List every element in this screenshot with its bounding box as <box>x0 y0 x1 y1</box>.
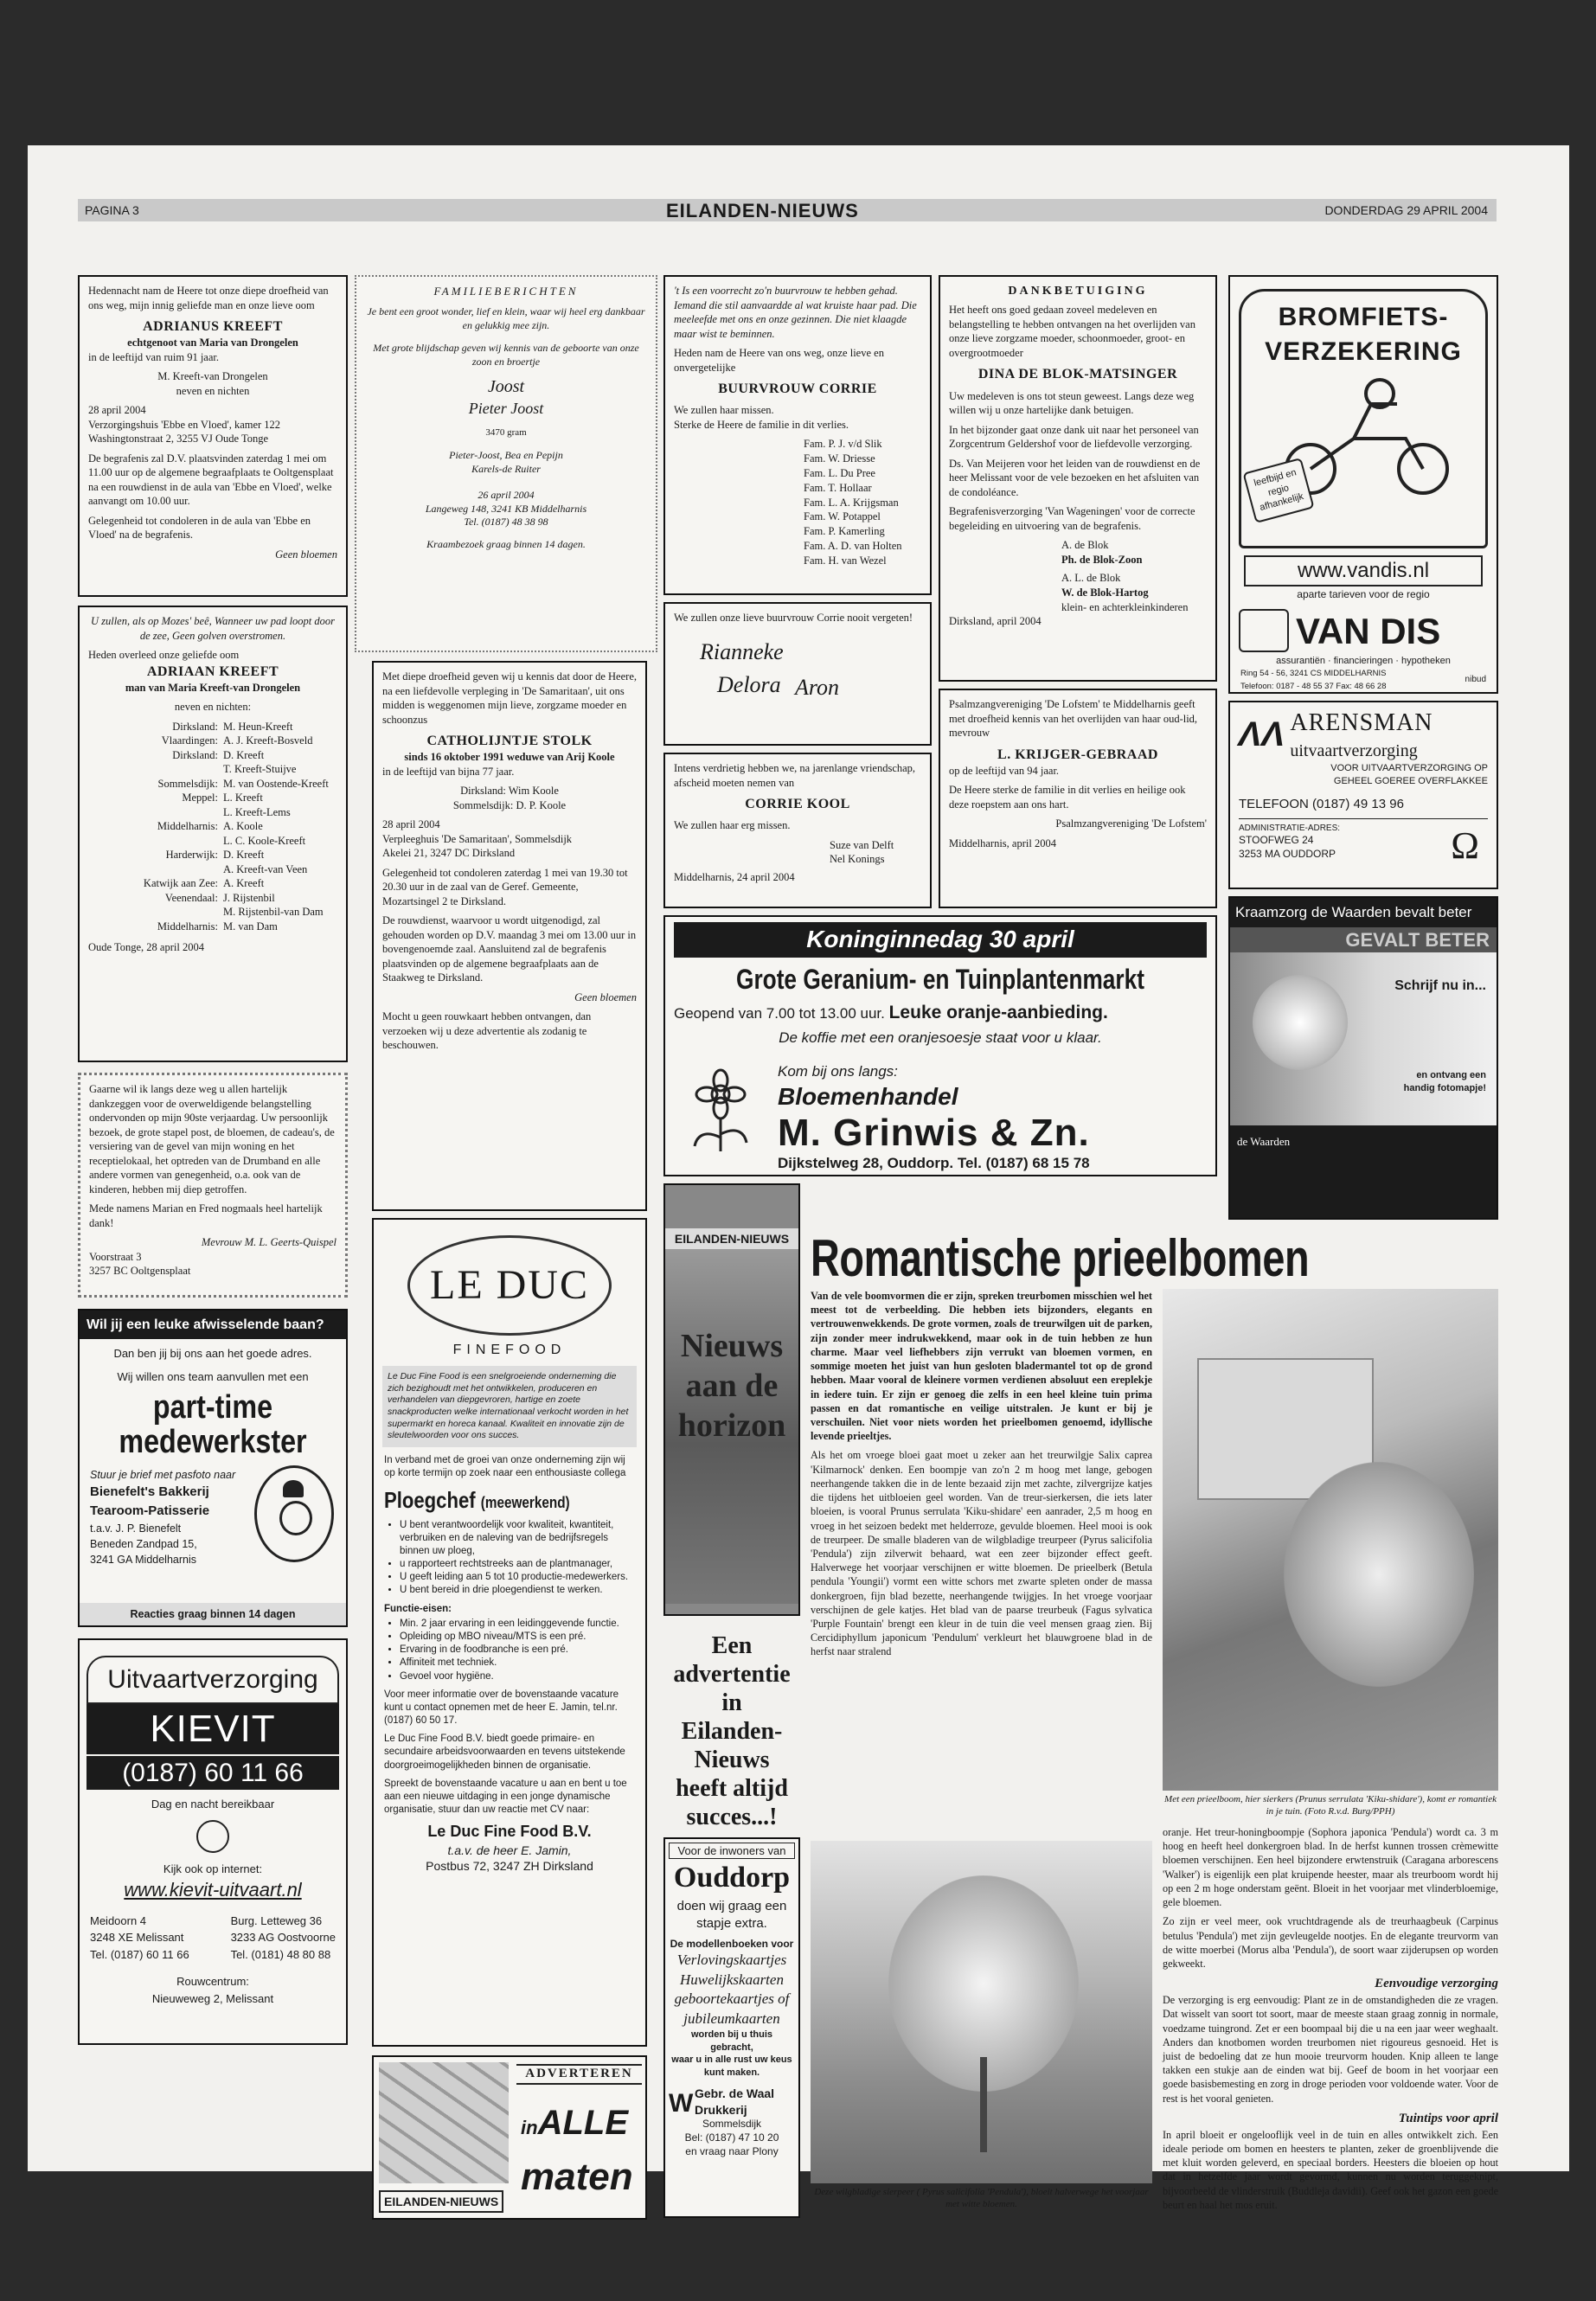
leduc-attn: t.a.v. de heer E. Jamin, <box>447 1843 572 1857</box>
thanks-signature: Mevrouw M. L. Geerts-Quispel <box>201 1236 337 1248</box>
leduc-appeal: Spreekt de bovenstaande vacature u aan en bent u toe aan een nieuwe uitdaging in een jonge dynamische organisatie, stuur dan uw reactie met CV naar: <box>384 1778 627 1816</box>
arensman-line-2: GEHEEL GOEREE OVERFLAKKEE <box>1333 775 1488 786</box>
koningin-coffee: De koffie met een oranjesoesje staat voor u klaar. <box>779 1029 1102 1046</box>
blok-text-2: Uw medeleven is ons tot steun geweest. Langs deze weg willen wij u onze hartelijke dank betuigen. <box>949 389 1195 417</box>
kievit-bird-icon <box>196 1820 229 1853</box>
vandis-ad <box>1228 275 1498 694</box>
kievit-website-link[interactable]: www.kievit-uitvaart.nl <box>124 1878 302 1900</box>
corrie-name: BUURVROUW CORRIE <box>718 381 877 396</box>
signature-rianneke: Rianneke <box>700 638 784 664</box>
obit-service: De rouwdienst, waarvoor u wordt uitgenodigd, zal gehouden worden op D.V. maandag 3 mei om 13.00 uur in bovengenoemde zaal. Aansluitend zal de begrafenis plaatsvinden op de algemene begraafplaats aan de Staakweg te Dirksland. <box>382 914 637 984</box>
vandis-badge: leefbijd en regio afhankelijk <box>1242 458 1314 523</box>
bakery-name-2: Tearoom-Patisserie <box>90 1503 210 1519</box>
leduc-address: Postbus 72, 3247 ZH Dirksland <box>426 1859 593 1874</box>
obit-funeral: De begrafenis zal D.V. plaatsvinden zaterdag 1 mei om 11.00 uur op de algemene begraafplaats te Ooltgensplaat na een rouwdienst in de aula van 'Ebbe en Vloed', welke aanvangt om 10.00 uur. <box>88 452 334 508</box>
birth-visit-note: Kraambezoek graag binnen 14 dagen. <box>426 538 586 551</box>
koningin-title: Koninginnedag 30 april <box>674 922 1207 958</box>
relative-row: L. C. Koole-Kreeft <box>223 834 306 847</box>
baby-image <box>1253 975 1348 1070</box>
obituary-buurvrouw-corrie <box>663 275 932 595</box>
obit-intro: Hedennacht nam de Heere tot onze diepe droefheid van ons weg, mijn innig geliefde man en onze lieve oom <box>88 285 329 311</box>
horizon-line-2: aan de <box>685 1368 779 1405</box>
birth-parents-2: Karels-de Ruiter <box>471 462 541 475</box>
nibud-logo: nibud <box>1465 674 1486 684</box>
obit-intro: Heden overleed onze geliefde oom <box>88 649 240 661</box>
paper-title: EILANDEN-NIEUWS <box>666 200 859 221</box>
corrie-line-1: We zullen haar missen. <box>674 404 774 417</box>
birth-date: 26 april 2004 <box>478 488 535 501</box>
kievit-availability: Dag en nacht bereikbaar <box>151 1798 275 1811</box>
signature-delora: Delora <box>717 671 781 697</box>
birth-weight: 3470 gram <box>485 426 527 438</box>
thanks-address-2: 3257 BC Ooltgensplaat <box>89 1265 191 1277</box>
bakery-line-3: Stuur je brief met pasfoto naar <box>90 1469 236 1482</box>
article-subhead: Eenvoudige verzorging <box>1375 1977 1498 1991</box>
kievit-web-label: Kijk ook op internet: <box>163 1862 263 1876</box>
leduc-info: Voor meer informatie over de bovenstaande vacature kunt u contact opnemen met de heer E. Jamin, tel.nr. (0187) 60 50 17. <box>384 1689 619 1727</box>
article-paragraph: De verzorging is erg eenvoudig: Plant ze in de omstandigheden die ze vragen. Dat wisselt van soort tot soort, maar de meeste staan graag zonnig in normale, voedzame tuingrond. Zet er een boompaal bij die u na een jaar weer weghaalt. Anders dan knotbomen worden treurbomen niet rigoureus gesnoeid. Het is juist de bedoeling dat ze hun mooie treurvorm houden. Knip alleen te lange takken een stukje aan de einden wat bij. Geef de boom in het voorjaar een goede basisbemesting en zorg in droge perioden voor voldoende water. Voor de rest is het vooral genieten. <box>1163 1994 1498 2105</box>
blok-head: DANKBETUIGING <box>1008 285 1148 298</box>
obit-condolences: Gelegenheid tot condoleren in de aula van 'Ebbe en Vloed' na de begrafenis. <box>88 514 311 542</box>
birth-poem: Je bent een groot wonder, lief en klein, waar wij heel erg dankbaar en gelukkig mee zijn. <box>367 305 645 331</box>
koningin-opening: Geopend van 7.00 tot 13.00 uur. <box>674 1005 885 1022</box>
kievit-phone: (0187) 60 11 66 <box>87 1756 339 1791</box>
vandis-title-2: VERZEKERING <box>1265 336 1462 366</box>
kraamzorg-ad: Kraamzorg de Waarden bevalt beter GEVALT BETER Schrijf nu in... en ontvang een handig fotomapje! de Waarden <box>1228 896 1498 1220</box>
obit-footer: Oude Tonge, 28 april 2004 <box>88 941 204 954</box>
signature-aron: Aron <box>795 675 840 700</box>
thanks-address-1: Voorstraat 3 <box>89 1250 142 1263</box>
vandis-name: VAN DIS <box>1296 610 1441 651</box>
kievit-name: KIEVIT <box>87 1704 339 1754</box>
bakery-address-1: Beneden Zandpad 15, <box>90 1537 197 1550</box>
obit-name: ADRIAAN KREEFT <box>146 663 279 679</box>
kraam-logo: de Waarden <box>1237 1135 1291 1149</box>
leduc-requirements-head: Functie-eisen: <box>384 1603 452 1614</box>
birth-name: Joost <box>487 377 525 397</box>
obit-widow: sinds 16 oktober 1991 weduwe van Arij Koole <box>404 751 615 764</box>
birth-full-name: Pieter Joost <box>468 399 544 417</box>
article-col-2 <box>1163 1825 1498 2217</box>
relative-row: Middelharnis: M. van Dam <box>157 920 278 933</box>
article-title: Romantische prieelbomen <box>811 1229 1310 1287</box>
relative-row: Harderwijk: D. Kreeft <box>165 849 265 862</box>
page-header <box>78 199 1497 221</box>
article-paragraph: In april bloeit er ongelooflijk veel in de tuin en alles ontwikkelt zich. Een ideale periode om bomen en heesters te planten, zeker de groenblijvende die met kluit worden geleverd, en speciaal borders. Heesters die bloeien op hout dat in hetzelfde jaar wordt gevormd, kunnen nu worden teruggeknipt, bijvoorbeeld de vlinderstruik (Buddleja davidii). Geef ook het gazon een goede beurt en haal het mos eruit. <box>1163 2128 1498 2211</box>
adverteren-ad: ADVERTEREN inALLE maten EILANDEN-NIEUWS <box>372 2055 647 2220</box>
bakery-attn: t.a.v. J. P. Bienefelt <box>90 1522 182 1535</box>
leduc-requirement: • Ervaring in de foodbranche is een pré. <box>400 1644 635 1657</box>
relative-row: A. Kreeft-van Veen <box>223 862 308 875</box>
ruler-image <box>379 2062 509 2183</box>
vandis-phone: Telefoon: 0187 - 48 55 37 Fax: 48 66 28 <box>1240 681 1387 691</box>
arensman-phone: TELEFOON (0187) 49 13 96 <box>1239 797 1404 812</box>
obit-condolences: Gelegenheid tot condoleren zaterdag 1 mei van 19.30 tot 20.30 uur in de zaal van de Geref. Gemeente, Mozartsingel 2 te Dirksland. <box>382 866 628 907</box>
blok-name: DINA DE BLOK-MATSINGER <box>977 367 1178 382</box>
obit-signer-2: neven en nichten <box>176 384 250 397</box>
horizon-ad <box>663 1183 800 1616</box>
dankbetuiging-de-blok: DANKBETUIGING Het heeft ons goed gedaan zoveel medeleven en belangstelling te hebben ontvangen na het overlijden van onze lieve zorgzame moeder, schoonmoeder, groot- en overgrootmoeder DINA DE BLOK-MATSINGER Uw medeleven is ons tot steun geweest. Langs deze weg willen wij u onze hartelijke dank betuigen. In het bijzonder gaat onze dank uit naar het personeel van Zorgcentrum Geldershof voor de liefdevolle verzorging. Ds. Van Meijeren voor het leiden van de rouwdienst en de heer Melissant voor de vele bezoeken en het afsluiten van de condoléance. Begrafenisverzorging 'Van Wageningen' voor de correcte begeleiding en uitvoering van de begrafenis. A. de Blok Ph. de Blok-Zoon A. L. de Blok W. de Blok-Hartog klein- en achterkleinkinderen Dirksland, april 2004 <box>939 275 1217 682</box>
vandis-sub: assurantiën · financieringen · hypotheken <box>1276 655 1451 666</box>
article-title-block <box>811 1228 1498 1289</box>
arensman-line-1: VOOR UITVAARTVERZORGING OP <box>1330 763 1488 774</box>
koningin-offer: Leuke oranje-aanbieding. <box>888 1003 1108 1023</box>
lofstem-signature: Psalmzangvereniging 'De Lofstem' <box>1055 817 1207 830</box>
obit-signer: M. Kreeft-van Drongelen <box>157 370 268 383</box>
corrie2-text: We zullen onze lieve buurvrouw Corrie nooit vergeten! <box>674 612 913 624</box>
leduc-requirement: • Affiniteit met techniek. <box>400 1657 635 1670</box>
bakery-name-1: Bienefelt's Bakkerij <box>90 1484 209 1500</box>
leduc-growth: In verband met de groei van onze onderneming zijn wij op korte termijn op zoek naar een enthousiaste collega <box>384 1454 626 1479</box>
leduc-job: Ploegchef <box>384 1487 476 1514</box>
leduc-requirement: • Gevoel voor hygiëne. <box>400 1670 635 1683</box>
koningin-name: M. Grinwis & Zn. <box>778 1112 1090 1155</box>
kool-line: We zullen haar erg missen. <box>674 819 791 832</box>
waal-head-2: Ouddorp <box>673 1862 791 1894</box>
obituary-stolk <box>372 661 647 1211</box>
lofstem-text: Psalmzangvereniging 'De Lofstem' te Middelharnis geeft met droefheid kennis van het overlijden van haar oud-lid, mevrouw <box>949 698 1198 739</box>
newspaper-page <box>28 145 1569 2211</box>
lofstem-name: L. KRIJGER-GEBRAAD <box>997 747 1158 762</box>
obit-signer-2: Sommelsdijk: D. P. Koole <box>452 798 567 811</box>
horizon-line-1: Nieuws <box>680 1328 784 1365</box>
relative-row: Katwijk aan Zee: A. Kreeft <box>143 877 265 890</box>
bakery-headline: Wil jij een leuke afwisselende baan? <box>80 1311 346 1339</box>
leduc-requirement: • Min. 2 jaar ervaring in een leidinggevende functie. <box>400 1618 635 1631</box>
birth-announcement <box>355 275 657 652</box>
issue-date: DONDERDAG 29 APRIL 2004 <box>1324 203 1488 217</box>
page-number: PAGINA 3 <box>85 203 139 217</box>
obit-age: in de leeftijd van ruim 91 jaar. <box>88 350 219 363</box>
kool-intro: Intens verdrietig hebben we, na jarenlange vriendschap, afscheid moeten nemen van <box>674 762 916 789</box>
baker-logo-icon <box>254 1465 334 1562</box>
obit-date: 28 april 2004 <box>382 818 440 831</box>
adverteren-paper: EILANDEN-NIEUWS <box>379 2190 503 2213</box>
willow-pear-photo <box>811 1841 1152 2183</box>
arensman-ad: ΛΛ ARENSMAN uitvaartverzorging VOOR UITVAARTVERZORGING OP GEHEEL GOEREE OVERFLAKKEE TELEFOON (0187) 49 13 96 ADMINISTRATIE-ADRES: STOOFWEG 24 3253 MA OUDDORP Ω <box>1228 701 1498 889</box>
obit-name: ADRIANUS KREEFT <box>143 319 283 334</box>
leduc-job-ad <box>372 1218 647 2047</box>
birth-address: Langeweg 148, 3241 KB Middelharnis <box>425 502 587 515</box>
obit-address-2: Washingtonstraat 2, 3255 VJ Oude Tonge <box>88 433 269 445</box>
article-caption-2: Deze wilgbladige sierpeer ( Pyrus salicifolia 'Pendula'), bloeit halverwege het voorjaar met witte bloemen. <box>814 2187 1149 2209</box>
blok-footer: Dirksland, april 2004 <box>949 615 1042 628</box>
relative-row: M. Rijstenbil-van Dam <box>223 906 324 919</box>
article-photo-1 <box>1163 1289 1498 1817</box>
kievit-ad: Uitvaartverzorging KIEVIT (0187) 60 11 66 Dag en nacht bereikbaar Kijk ook op internet: www.kievit-uitvaart.nl Meidoorn 4 3248 XE Melissant Tel. (0187) 60 11 66 Burg. Letteweg 36 3233 AG Oostvoorne Tel. (0181) 48 80 88 Rouwcentrum: Nieuweweg 2, Melissant <box>78 1638 348 2045</box>
omega-icon: Ω <box>1451 824 1479 868</box>
lofstem-footer: Middelharnis, april 2004 <box>949 836 1056 849</box>
obituary-corrie-children <box>663 602 932 746</box>
relative-row: Dirksland: M. Heun-Kreeft <box>172 720 293 733</box>
obit-place: Verpleeghuis 'De Samaritaan', Sommelsdijk <box>382 832 573 845</box>
leduc-job-sub: (meewerkend) <box>480 1494 570 1512</box>
horizon-paper: EILANDEN-NIEUWS <box>665 1228 798 1249</box>
obit-spouse: echtgenoot van Maria van Drongelen <box>127 336 298 349</box>
obit-relatives-list <box>88 720 337 934</box>
arensman-logo-icon: ΛΛ <box>1234 715 1290 754</box>
bakery-line-2: Wij willen ons team aanvullen met een <box>117 1370 309 1384</box>
relative-row: Middelharnis: A. Koole <box>157 820 263 833</box>
flower-icon <box>677 1068 764 1155</box>
leduc-duty: • U bent verantwoordelijk voor kwaliteit, kwantiteit, verbruiken en de naleving van de bedrijfsregels binnen uw ploeg, <box>400 1519 635 1559</box>
koningin-address: Dijkstelweg 28, Ouddorp. Tel. (0187) 68 15 78 <box>778 1154 1090 1171</box>
obituary-krijger-gebraad <box>939 689 1217 908</box>
bakery-address-2: 3241 GA Middelharnis <box>90 1554 196 1567</box>
relative-row: Dirksland: D. Kreeft <box>172 748 265 761</box>
bakery-job-ad <box>78 1309 348 1627</box>
leduc-subtitle: FINEFOOD <box>452 1343 567 1357</box>
bakery-reply: Reacties graag binnen 14 dagen <box>80 1603 346 1626</box>
article-paragraph: Zo zijn er veel meer, ook vruchtdragende als de treurhaagbeuk (Carpinus betulus 'Pendula') met zijn gevleugelde nootjes. En de elegante treurvorm van de witte moerbei (Morus alba 'Pendula'), de soort waar zijderupsen op worden gekweekt. <box>1163 1915 1498 1970</box>
thanks-text: Gaarne wil ik langs deze weg u allen hartelijk dankzeggen voor de overweldigende belangstelling ondervonden op mijn 90ste verjaardag. Uw persoonlijk bezoek, de grote stapel post, de bloemen, de cadeau's, de versiering van de gevel van mijn woning en het receptielokaal, het optreden van de Drumband en alle andere vormen van genegenheid, o.a. ook van de kinderen, hebben mij diep getroffen. <box>89 1083 335 1195</box>
bakery-line-1: Dan ben jij bij ons aan het goede adres. <box>113 1347 312 1361</box>
thanks-text-2: Mede namens Marian en Fred nogmaals heel hartelijk dank! <box>89 1202 323 1229</box>
obit-quote: U zullen, als op Mozes' beê, Wanneer uw pad loopt door de zee, Geen golven overstromen. <box>90 615 336 642</box>
kievit-title: Uitvaartverzorging <box>87 1656 339 1704</box>
article-photo-2 <box>811 1841 1152 2220</box>
de-waal-ad: Voor de inwoners van Ouddorp doen wij graag een stapje extra. De modellenboeken voor Verlovingskaartjes Huwelijkskaarten geboortekaartjes of jubileumkaarten worden bij u thuis gebracht, waar u in alle rust uw keus kunt maken. W Gebr. de Waal Drukkerij Sommelsdijk Bel: (0187) 47 10 20 en vraag naar Plony <box>663 1837 800 2218</box>
leduc-duty: • U geeft leiding aan 5 tot 10 productie-medewerkers. <box>400 1571 635 1584</box>
waal-logo-icon: W <box>669 2088 694 2118</box>
leduc-logo: LE DUC <box>407 1235 612 1336</box>
leduc-company: Le Duc Fine Food B.V. <box>427 1823 592 1841</box>
birth-parents-1: Pieter-Joost, Bea en Pepijn <box>449 449 563 462</box>
kraam-strip: GEVALT BETER <box>1230 927 1497 952</box>
obituary-adriaan-kreeft <box>78 606 348 1062</box>
obituary-adrianus-kreeft <box>78 275 348 597</box>
relative-row: Vlaardingen: A. J. Kreeft-Bosveld <box>161 734 313 747</box>
obit-address: Akelei 21, 3247 DC Dirksland <box>382 847 516 860</box>
lofstem-text-2: De Heere sterke de familie in dit verlies en heilige ook deze roepstem aan ons hart. <box>949 784 1186 811</box>
obit-signer-1: Dirksland: Wim Koole <box>460 785 559 798</box>
corrie-families: Fam. P. J. v/d Slik Fam. W. Driesse Fam. L. Du Pree Fam. T. Hollaar Fam. L. A. Krijgsman Fam. W. Potappel Fam. P. Kamerling Fam. A. D. van Holten Fam. H. van Wezel <box>804 438 902 567</box>
adverteren-head: ADVERTEREN <box>516 2064 642 2085</box>
relative-row: Sommelsdijk: M. van Oostende-Kreeft <box>157 777 329 790</box>
article-paragraph: Als het om vroege bloei gaat moet u zeker aan het treurwilgje Salix caprea 'Kilmarnock' denken. Een boompje van zo'n 2 m hoog met lange, gebogen neerhangende takken die in de lente bezaaid zijn met zachte, zilvergrijze katjes die tijdens het uitbloeien geel worden. Van de treur-sierkersen, die iets later bloeien, is vooral Prunus serrulata 'Kiku-shidare' een aanrader, 2,5 m hoog en vroeg in het seizoen bedekt met helderroze, gevulde bloemen. Heel mooi is ook de treurpeer. De smalle bladeren van de wilgbladige treurpeer (Pyrus salicifolia 'Pendula') zijn zilverwit behaard, wat een zeer bijzonder effect geeft. Halverwege het voorjaar verschijnen er witte bloemen. De prieelberk (Betula pendula 'Youngii') vormt een witte schors met zwarte spleten onder de massa donkergroen, fijn blad bezette, neerhangende twijgjes. In het vroege voorjaar verschijnen de gele katjes. Het blad van de paarse treurbeuk (Fagus sylvatica 'Purple Fountain' brengt een kleur in de tuin die veel mensen graag zien. Bij Cercidiphyllum japonicum 'Pendulum' verkleurt het blauwgroene blad in de herfst naar stralend <box>811 1449 1152 1658</box>
vandis-tag: aparte tarieven voor de regio <box>1297 587 1430 600</box>
horizon-line-3: horizon <box>677 1407 786 1444</box>
bakery-job-2: medewerkster <box>119 1424 307 1461</box>
obit-intro: Met diepe droefheid geven wij u kennis dat door de Heere, na een liefdevolle verpleging in 'De Samaritaan', uit ons midden is weggenomen mijn lieve, zorgzame moeder en schoonzus <box>382 670 637 726</box>
arensman-name: ARENSMAN <box>1290 709 1433 736</box>
article-paragraph: oranje. Het treur-honingboompje (Sophora japonica 'Pendula') wordt ca. 3 m hoog en heeft heel donkergroen blad. In de herfst kunnen trossen crèmewitte bloemen verschijnen. Een heel bijzondere erwtenstruik (Caragana arborescens 'Walker') is eigenlijk een plat kruipende heester, maar als treurboom wordt hij op een 2 m hoge onderstam geënt. Bloeit in het voorjaar met vlinderbloemige, gele bloemen. <box>1163 1826 1498 1909</box>
arensman-sub: uitvaartverzorging <box>1290 740 1418 760</box>
obit-no-flowers: Geen bloemen <box>574 990 637 1003</box>
advertentie-ad: Een advertentie in Eilanden- Nieuws heeft altijd succes...! <box>673 1632 791 1831</box>
section-familieberichten: FAMILIEBERICHTEN <box>433 285 579 298</box>
blok-text-1: Het heeft ons goed gedaan zoveel medeleven en belangstelling te hebben ontvangen na het overlijden van onze lieve zorgzame moeder, schoonmoeder, groot- en overgrootmoeder <box>949 304 1195 359</box>
kool-name: CORRIE KOOL <box>745 797 850 811</box>
koningin-shop: Bloemenhandel <box>778 1083 958 1111</box>
thanks-geerts <box>78 1073 348 1298</box>
relative-row: Meppel: L. Kreeft <box>182 792 263 804</box>
kraam-title: Kraamzorg de Waarden bevalt beter <box>1230 898 1497 927</box>
vandis-address: Ring 54 - 56, 3241 CS MIDDELHARNIS <box>1240 669 1387 679</box>
birth-intro: Met grote blijdschap geven wij kennis van de geboorte van onze zoon en broertje <box>373 341 639 368</box>
article-col-1 <box>811 1289 1152 1664</box>
obit-spouse: man van Maria Kreeft-van Drongelen <box>125 681 301 694</box>
obit-address-1: Verzorgingshuis 'Ebbe en Vloed', kamer 122 <box>88 418 281 431</box>
obit-name: CATHOLIJNTJE STOLK <box>426 734 593 748</box>
article-lead: Van de vele boomvormen die er zijn, spreken treurbomen misschien wel het meest tot de verbeelding. Die hebben iets bijzonders, elegants en vertrouwenwekkends. De grote vormen, zoals de treurwilgen uit de parken, zijn zonder meer indrukwekkend, maar ook in de tuin hebben ze hun charme. Maar veel liefhebbers zijn verrukt van bloemen vormen, en sommige moeten het juist van hun gesloten bladermantel tot op de grond hebben. Maar vooral de kleinere vormen verdienen absoluut een ereplekje in iedere tuin. Er zijn er genoeg die zelfs in een heel kleine tuin prima passen en dat romantische en veilige uitstralen. Je kunt er bij je verschuilen. Niet voor niets worden het prieelbomen genoemd, idyllische levende prieeltjes. <box>811 1290 1152 1443</box>
koningin-market: Grote Geranium- en Tuinplantenmarkt <box>736 963 1144 995</box>
vandis-title-1: BROMFIETS- <box>1278 303 1449 331</box>
vandis-website-link[interactable]: www.vandis.nl <box>1244 555 1483 586</box>
blok-text-4: Ds. Van Meijeren voor het leiden van de rouwdienst en de heer Melissant voor de vele bezoeken en het afsluiten van de condoléance. <box>949 457 1201 498</box>
corrie-intro: Heden nam de Heere van ons weg, onze lieve en onvergetelijke <box>674 347 884 374</box>
vandis-shield-icon <box>1239 609 1289 652</box>
obit-relatives-label: neven en nichten: <box>174 701 252 714</box>
koningin-visit: Kom bij ons langs: <box>778 1063 898 1080</box>
leduc-intro: Le Duc Fine Food is een snelgroeiende onderneming die zich bezighoudt met het ontwikkelen, produceren en verhandelen van diepgevroren, hartige en zoete snackproducten welke internationaal verkocht worden in het supermarkt en horeca kanaal. Kwaliteit en innovatie zijn de sleutelwoorden voor ons succes. <box>382 1366 637 1447</box>
bakery-job-1: part-time <box>152 1389 273 1426</box>
birth-phone: Tel. (0187) 48 38 98 <box>464 516 548 529</box>
kool-footer: Middelharnis, 24 april 2004 <box>674 870 795 883</box>
obit-note: Mocht u geen rouwkaart hebben ontvangen, dan verzoeken wij u deze advertentie als zodanig te beschouwen. <box>382 1010 592 1052</box>
lofstem-age: op de leeftijd van 94 jaar. <box>949 764 1060 777</box>
corrie-quote: 't Is een voorrecht zo'n buurvrouw te hebben gehad. Iemand die stil aanvaardde al wat kruiste haar pad. Die meeleefde met ons en onze gezinnen. Die niet klaagde maar wist te beminnen. <box>674 285 917 340</box>
cherry-tree-photo <box>1163 1289 1498 1791</box>
leduc-requirement: • Opleiding op MBO niveau/MTS is een pré. <box>400 1631 635 1644</box>
kraam-write: Schrijf nu in... <box>1394 978 1486 994</box>
relative-row: L. Kreeft-Lems <box>223 805 291 818</box>
leduc-offer: Le Duc Fine Food B.V. biedt goede primaire- en secundaire arbeidsvoorwaarden en tevens uitstekende doorgroeimogelijkheden binnen de organisatie. <box>384 1734 625 1771</box>
obituary-corrie-kool: Intens verdrietig hebben we, na jarenlange vriendschap, afscheid moeten nemen van CORRIE KOOL We zullen haar erg missen. Suze van Delft Nel Konings Middelharnis, 24 april 2004 <box>663 753 932 908</box>
blok-text-3: In het bijzonder gaat onze dank uit naar het personeel van Zorgcentrum Geldershof voor de liefdevolle verzorging. <box>949 423 1199 451</box>
leduc-duty: • u rapporteert rechtstreeks aan de plantmanager, <box>400 1558 635 1571</box>
obit-no-flowers: Geen bloemen <box>275 548 337 561</box>
blok-text-5: Begrafenisverzorging 'Van Wageningen' voor de correcte begeleiding en uitvoering van de begrafenis. <box>949 505 1195 532</box>
obit-age: in de leeftijd van bijna 77 jaar. <box>382 765 515 778</box>
corrie-line-2: Sterke de Heere de familie in dit verlies. <box>674 418 849 431</box>
relative-row: T. Kreeft-Stuijve <box>223 763 297 776</box>
article-subhead: Tuintips voor april <box>1398 2111 1498 2125</box>
obit-date: 28 april 2004 <box>88 404 146 417</box>
leduc-duty: • U bent bereid in drie ploegendienst te werken. <box>400 1584 635 1597</box>
article-caption-1: Met een prieelboom, hier sierkers (Prunus serrulata 'Kiku-shidare'), komt er romantiek in je tuin. (Foto R.v.d. Burg/PPH) <box>1164 1794 1497 1817</box>
waal-head-1: Voor de inwoners van <box>669 1843 795 1859</box>
koninginnedag-ad <box>663 915 1217 1176</box>
relative-row: Veenendaal: J. Rijstenbil <box>164 891 275 904</box>
